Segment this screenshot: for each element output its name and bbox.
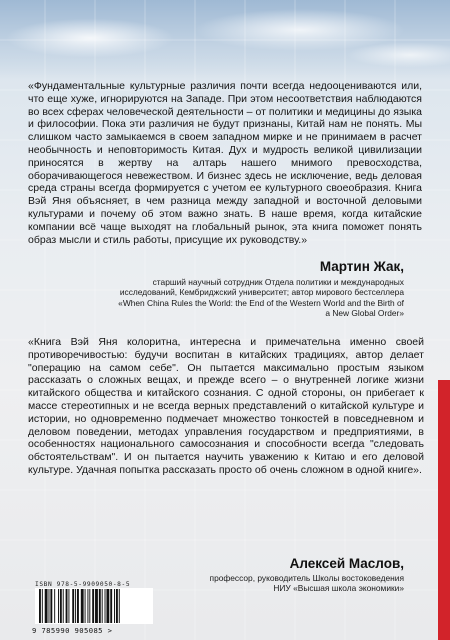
barcode-bar [81, 589, 84, 623]
barcode-bar [58, 589, 59, 623]
barcode-bar [39, 589, 41, 623]
review-author-1-credentials [118, 277, 404, 319]
barcode-bar [54, 589, 55, 623]
review-quote-1: «Фундаментальные культурные различия почти всегда недооцениваются или, что еще хуже, игнорируются на Западе. При этом несоответствия наблюдаются во всех сферах человеческой деятельности – от политики и медицины до языка и философии. Пока эти различия не будут признаны, Китай нам не понять. Мы слишком часто замыкаемся в своем западном мирке и не принимаем в расчет необычность и неповторимость Китая. Дух и мудрость великой цивилизации приносятся в жертву на алтарь нашего мнимого превосходства, оборачивающегося невежеством. И бизнес здесь не исключение, ведь деловая среда страны всегда формируется с учетом ее культурного своеобразия. Книга Вэй Яня объясняет, в чем разница между западной и восточной деловыми культурами и почему об этом важно знать. В наше время, когда китайские компании всё чаще выходят на глобальный рынок, эта книга поможет понять образ мысли и стиль работы, присущие их руководству.» [28, 80, 422, 246]
barcode-bar [87, 589, 88, 623]
barcode-bar [63, 589, 64, 623]
barcode-bar [49, 589, 50, 623]
credential-line: a New Global Order» [325, 308, 404, 319]
barcode-bar [66, 589, 68, 623]
barcode-bar [77, 589, 79, 623]
review-author-1: Мартин Жак, [319, 259, 404, 274]
review-quote-2: «Книга Вэй Яня колоритна, интересна и примечательна именно своей противоречивостью: будучи воспитан в китайских традициях, автор делает "операцию на самом себе". Он пытается максимально простым языком рассказать о сложных вещах, и прежде всего – о внутренней логике жизни китайского общества и китайского сознания. С одной стороны, он прибегает к массе стереотипных и не всегда верных представлений о китайской культуре и истории, но одновременно подмечает множество тонкостей в повседневном и деловом поведении, методах управления государством и предприятиями, в особенностях национального самосознания и способности всегда "следовать обстоятельствам". И он пытается научить уважению к Китаю и его деловой культуре. Удачная попытка рассказать просто об очень сложном в одной книге». [28, 336, 424, 476]
barcode-bar [92, 589, 94, 623]
barcode-icon [35, 588, 153, 624]
barcode-bar [105, 589, 106, 623]
barcode-bar [50, 589, 52, 623]
barcode-bar [68, 589, 69, 623]
credential-line: старший научный сотрудник Отдела политики и международных [152, 277, 404, 287]
barcode-bar [72, 589, 74, 623]
credential-line: исследований, Кембриджский университет; автор мирового бестселлера [119, 287, 404, 298]
barcode-bar [102, 589, 103, 623]
barcode-bar [114, 589, 115, 623]
review-author-2-credentials [210, 573, 404, 594]
barcode-bar [75, 589, 76, 623]
barcode-bar [89, 589, 90, 623]
barcode-bar [116, 589, 118, 623]
isbn-label: ISBN 978-5-9909050-8-5 [35, 581, 131, 588]
barcode-digits: 9 785990 905085 > [32, 626, 113, 635]
barcode-bar [42, 589, 43, 623]
barcode-bar [60, 589, 62, 623]
barcode-bar [106, 589, 109, 623]
barcode-bar [45, 589, 48, 623]
credential-line: профессор, руководитель Школы востоковедения [209, 573, 404, 583]
red-accent-strip [438, 380, 450, 640]
review-author-2: Алексей Маслов, [289, 556, 404, 571]
barcode-bar [99, 589, 101, 623]
barcode-bar [95, 589, 98, 623]
credential-line: «When China Rules the World: the End of the Western World and the Birth of [118, 297, 404, 308]
barcode-bar [85, 589, 86, 623]
barcode-bar [119, 589, 120, 623]
barcode-bar [110, 589, 112, 623]
credential-line: НИУ «Высшая школа экономики» [273, 583, 404, 594]
